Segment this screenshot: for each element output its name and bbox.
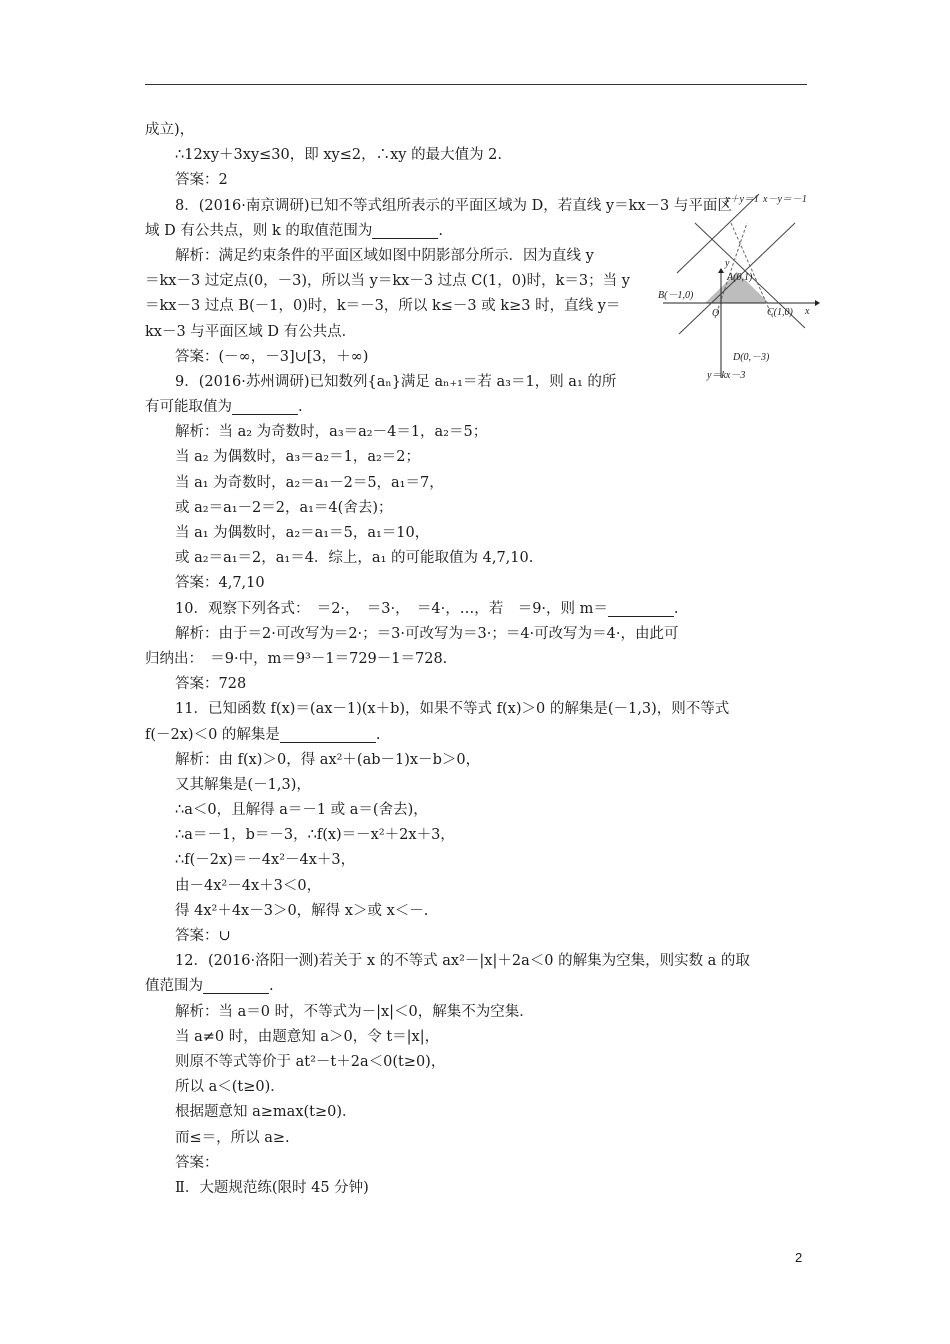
- solution-line: ∴a＜0，且解得 a＝－1 或 a＝(舍去)，: [175, 802, 428, 819]
- page-number: 2: [795, 1250, 803, 1265]
- section-heading: Ⅱ．大题规范练(限时 45 分钟): [175, 1179, 369, 1196]
- solution-line: ＝kx－3 过点 B(－1，0)时，k＝－3，所以 k≤－3 或 k≥3 时，直线 y＝: [145, 298, 621, 315]
- solution-line: 解析：由于＝2·可改写为＝2·；＝3·可改写为＝3·；＝4·可改写为＝4·，由此可: [175, 625, 679, 642]
- solution-line: 当 a≠0 时，由题意知 a＞0，令 t＝|x|，: [175, 1028, 440, 1045]
- text-line: ∴12xy＋3xy≤30，即 xy≤2，∴xy 的最大值为 2.: [175, 147, 503, 164]
- solution-line: 又其解集是(－1,3)，: [175, 776, 311, 793]
- problem-10-text: 10．观察下列各式： ＝2·， ＝3·， ＝4·，…，若 ＝9·，则 m＝ .: [175, 600, 679, 617]
- problem-11-text: f(－2x)＜0 的解集是 .: [145, 726, 381, 743]
- solution-line: 或 a₂＝a₁－2＝2，a₁＝4(舍去)；: [175, 499, 393, 516]
- solution-line: 解析：当 a＝0 时，不等式为－|x|＜0，解集不为空集．: [175, 1003, 534, 1020]
- answer-line: 答案：∪: [175, 928, 231, 944]
- answer-line: 答案：4,7,10: [175, 575, 265, 592]
- solution-line: 解析：当 a₂ 为奇数时，a₃＝a₂－4＝1，a₂＝5；: [175, 424, 488, 441]
- solution-line: 所以 a＜(t≥0)．: [175, 1079, 285, 1096]
- y-axis-label: y: [725, 258, 730, 269]
- x-axis-arrow: [815, 300, 820, 306]
- point-d-label: D(0,－3): [733, 352, 770, 363]
- figure-top-part: [655, 180, 820, 270]
- solution-line: 则原不等式等价于 at²－t＋2a＜0(t≥0)，: [175, 1053, 446, 1070]
- text-line: 成立)，: [145, 122, 195, 138]
- point-b-label: B(－1,0): [658, 290, 694, 301]
- figure-line1-label: x＋y＝1: [725, 194, 759, 205]
- problem-9-text: 9．(2016·苏州调研)已知数列{aₙ}满足 aₙ₊₁＝若 a₃＝1，则 a₁ 的所: [175, 373, 617, 390]
- origin-label: O: [712, 308, 720, 319]
- solution-line: 或 a₂＝a₁＝2，a₁＝4．综上，a₁ 的可能取值为 4,7,10.: [175, 550, 534, 567]
- solution-line: 而≤＝，所以 a≥.: [175, 1129, 290, 1146]
- problem-8-text: 域 D 有公共点，则 k 的取值范围为 .: [145, 222, 443, 239]
- solution-line: 归纳出： ＝9·中，m＝9³－1＝729－1＝728.: [145, 650, 448, 667]
- x-axis-label: x: [805, 306, 810, 317]
- problem-9-text: 有可能取值为 .: [145, 399, 303, 416]
- answer-line: 答案：728: [175, 676, 247, 693]
- point-c-label: C(1,0): [767, 307, 793, 318]
- figure-line2-label: x－y＝－1: [763, 194, 807, 205]
- solution-line: 当 a₁ 为奇数时，a₂＝a₁－2＝5，a₁＝7，: [175, 474, 444, 491]
- solution-line: 得 4x²＋4x－3＞0，解得 x＞或 x＜－.: [175, 902, 429, 919]
- solution-line: 解析：由 f(x)＞0，得 ax²＋(ab－1)x－b＞0，: [175, 751, 481, 768]
- line3-label: y＝kx－3: [707, 370, 746, 381]
- solution-line: 解析：满足约束条件的平面区域如图中阴影部分所示．因为直线 y: [175, 247, 594, 264]
- feasible-region-figure: [655, 258, 820, 381]
- solution-line: ∴f(－2x)＝－4x²－4x＋3，: [175, 852, 356, 869]
- solution-line: ＝kx－3 过定点(0，－3)，所以当 y＝kx－3 过点 C(1，0)时，k＝3；当 y: [145, 273, 630, 290]
- solution-line: 当 a₂ 为偶数时，a₃＝a₂＝1，a₂＝2；: [175, 449, 420, 466]
- answer-line: 答案：: [175, 1154, 219, 1171]
- problem-11-text: 11．已知函数 f(x)＝(ax－1)(x＋b)，如果不等式 f(x)＞0 的解集是(－1,3)，则不等式: [175, 701, 730, 718]
- point-a-label: A(0,1): [727, 272, 753, 283]
- solution-line: 当 a₁ 为偶数时，a₂＝a₁＝5，a₁＝10，: [175, 525, 430, 541]
- problem-12-text: 12．(2016·洛阳一测)若关于 x 的不等式 ax²－|x|＋2a＜0 的解集为空集，则实数 a 的取: [175, 953, 750, 970]
- header-rule: [145, 84, 807, 85]
- solution-line: 根据题意知 a≥max(t≥0)．: [175, 1104, 357, 1121]
- problem-8-text: 8．(2016·南京调研)已知不等式组所表示的平面区域为 D，若直线 y＝kx－3 与平面区: [175, 197, 732, 214]
- problem-12-text: 值范围为 .: [145, 978, 274, 995]
- solution-line: kx－3 与平面区域 D 有公共点．: [145, 323, 357, 340]
- solution-line: ∴a＝－1，b＝－3，∴f(x)＝－x²＋2x＋3，: [175, 827, 455, 844]
- answer-line: 答案：2: [175, 172, 228, 189]
- solution-line: 由－4x²－4x＋3＜0，: [175, 877, 322, 894]
- answer-line: 答案：(－∞，－3]∪[3，＋∞): [175, 348, 369, 365]
